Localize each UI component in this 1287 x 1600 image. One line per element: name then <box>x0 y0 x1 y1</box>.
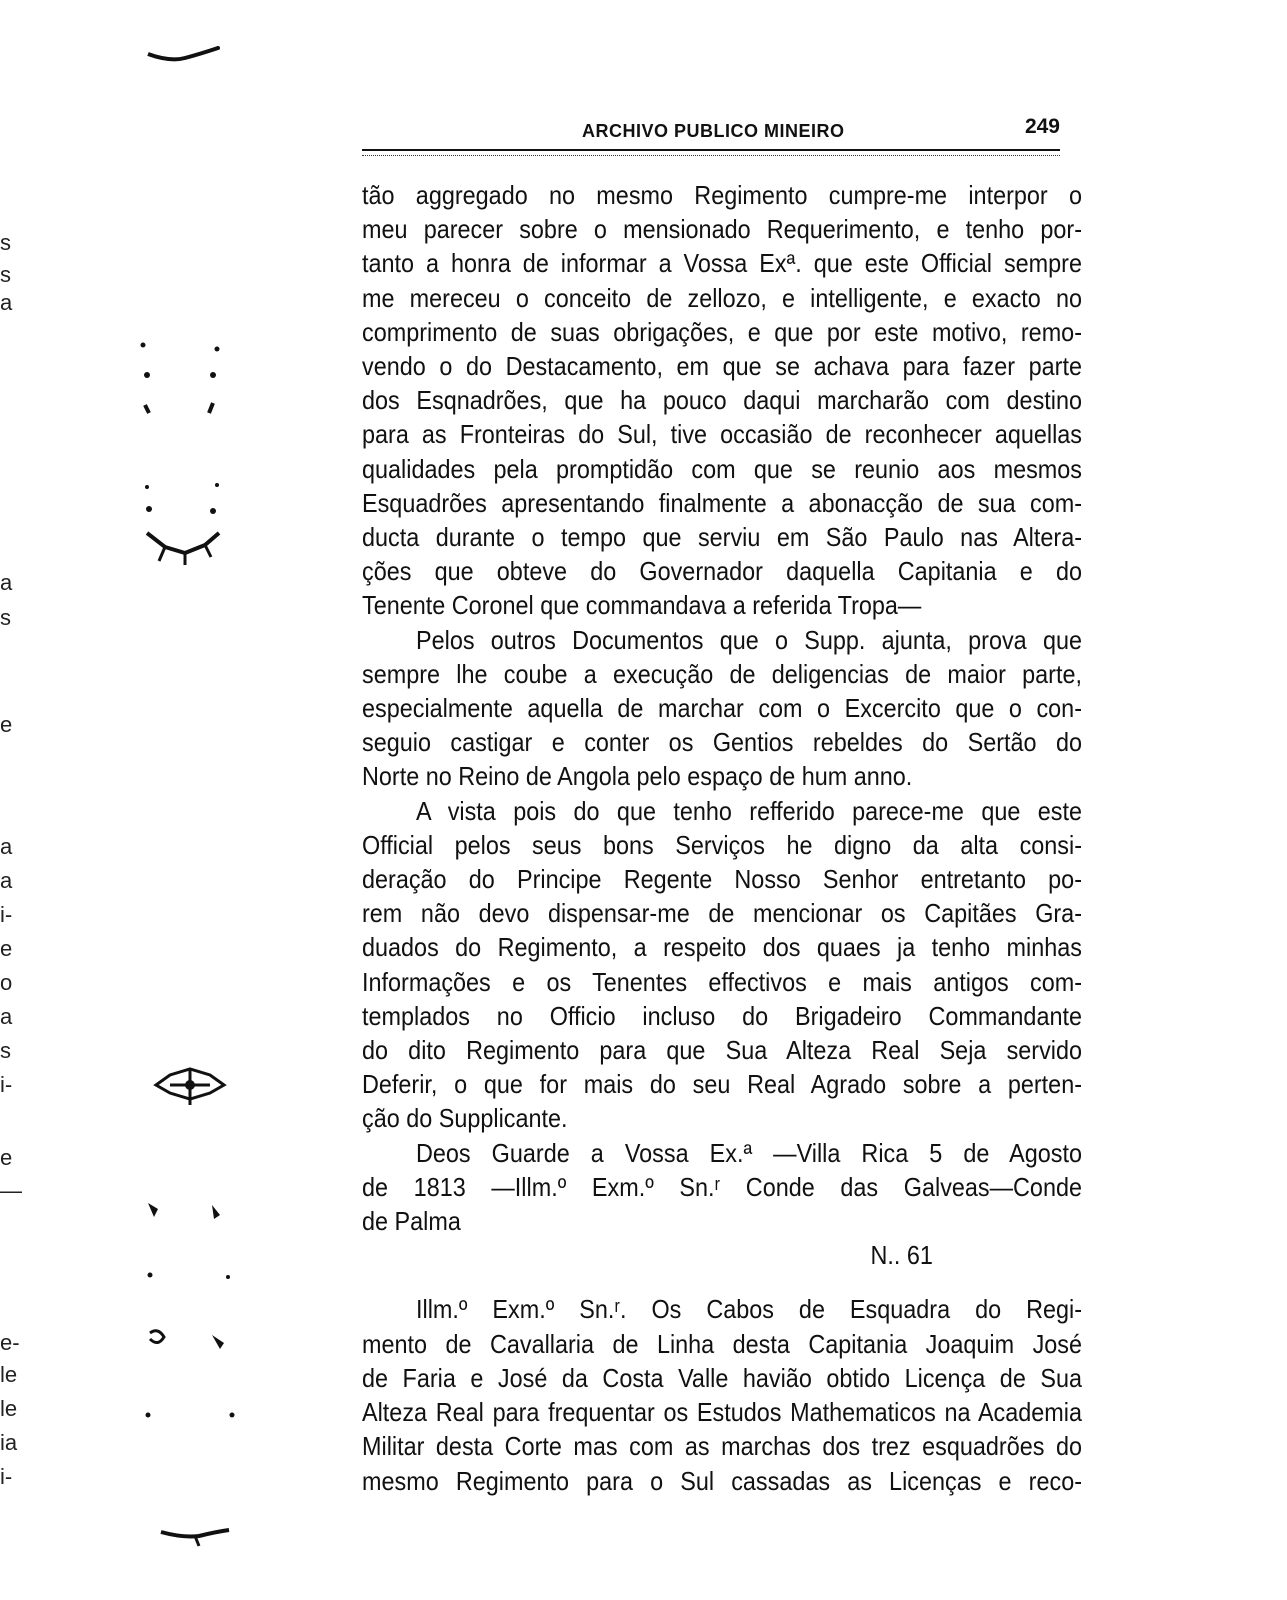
text-line: ções que obteve do Governador daquella Capitania e do <box>362 556 1082 587</box>
body-text <box>362 178 1082 1498</box>
text-line: Informações e os Tenentes effectivos e mais antigos com- <box>362 966 1082 997</box>
running-header <box>362 115 1062 157</box>
binding-ornament-icon <box>155 1520 235 1550</box>
paragraph <box>362 178 1082 623</box>
text-line: do dito Regimento para que Sua Alteza Real Seja servido <box>362 1035 1082 1066</box>
text-line: templados no Officio incluso do Brigadeiro Commandante <box>362 1000 1082 1031</box>
edge-fragment: o <box>0 970 13 995</box>
binding-dots-icon <box>135 335 235 425</box>
text-line: Esquadrões apresentando finalmente a abonacção de sua com- <box>362 487 1082 518</box>
binding-ornament-icon <box>135 475 235 585</box>
text-line: deração do Principe Regente Nosso Senhor entretanto po- <box>362 864 1082 895</box>
edge-fragment: i- <box>0 1464 13 1489</box>
text-line: Deos Guarde a Vossa Ex.ª —Villa Rica 5 de Agosto <box>416 1137 1082 1168</box>
paragraph <box>362 794 1082 1136</box>
paragraph <box>362 1136 1082 1239</box>
text-line: rem não devo dispensar-me de mencionar os Capitães Gra- <box>362 898 1082 929</box>
binding-ornament-icon <box>150 1055 230 1115</box>
text-line: Norte no Reino de Angola pelo espaço de hum anno. <box>362 761 913 792</box>
edge-fragment: a <box>0 868 13 893</box>
text-line: seguio castigar e conter os Gentios rebeldes do Sertão do <box>362 727 1082 758</box>
text-line: Official pelos seus bons Serviços he digno da alta consi- <box>362 829 1082 860</box>
text-line: de 1813 —Illm.º Exm.º Sn.ʳ Conde das Galveas—Conde <box>362 1171 1082 1202</box>
text-line: Deferir, o que for mais do seu Real Agrado sobre a perten- <box>362 1069 1082 1100</box>
edge-fragment: s <box>0 605 11 630</box>
edge-fragment: e <box>0 1145 13 1170</box>
text-line: meu parecer sobre o mensionado Requerimento, e tenho por- <box>362 214 1082 245</box>
document-number-heading: N.. 61 <box>870 1240 933 1271</box>
edge-fragment: a <box>0 834 13 859</box>
edge-fragment: i- <box>0 1072 13 1097</box>
edge-fragment: le <box>0 1362 18 1387</box>
text-line: dos Esqnadrões, que ha pouco daqui marcharão com destino <box>362 385 1082 416</box>
text-line: Tenente Coronel que commandava a referida Tropa— <box>362 590 922 621</box>
edge-fragment: a <box>0 570 13 595</box>
edge-fragment: e <box>0 712 13 737</box>
text-line: sempre lhe coube a execução de deligencias de maior parte, <box>362 658 1082 689</box>
paragraph <box>362 1292 1082 1497</box>
spacer <box>362 1272 1082 1292</box>
left-edge-fragments <box>0 0 20 1600</box>
text-line: tão aggregado no mesmo Regimento cumpre-me interpor o <box>362 180 1082 210</box>
text-line: de Palma <box>362 1206 461 1237</box>
edge-fragment: s <box>0 262 11 287</box>
text-line: Pelos outros Documentos que o Supp. ajunta, prova que <box>416 624 1082 655</box>
text-line: para as Fronteiras do Sul, tive occasião de reconhecer aquellas <box>362 419 1082 450</box>
text-line: de Faria e José da Costa Valle havião obtido Licença de Sua <box>362 1362 1082 1393</box>
edge-fragment: le <box>0 1396 18 1421</box>
edge-fragment: e <box>0 936 13 961</box>
running-header-title: ARCHIVO PUBLICO MINEIRO <box>582 121 845 141</box>
text-line: vendo o do Destacamento, em que se achava para fazer parte <box>362 351 1082 382</box>
page-number: 249 <box>1024 115 1060 138</box>
text-line: Militar desta Corte mas com as marchas dos trez esquadrões do <box>362 1431 1082 1462</box>
text-line: qualidades pela promptidão com que se reunio aos mesmos <box>362 453 1082 484</box>
header-rule <box>362 149 1060 156</box>
text-line: mesmo Regimento para o Sul cassadas as Licenças e reco- <box>362 1465 1082 1496</box>
text-line: comprimento de suas obrigações, e que por este motivo, remo- <box>362 316 1082 347</box>
text-line: tanto a honra de informar a Vossa Exª. que este Official sempre <box>362 248 1082 279</box>
edge-fragment: a <box>0 1004 13 1029</box>
text-line: A vista pois do que tenho refferido parece-me que este <box>416 795 1082 826</box>
text-line: Alteza Real para frequentar os Estudos Mathematicos na Academia <box>362 1397 1082 1428</box>
text-line: mento de Cavallaria de Linha desta Capitania Joaquim José <box>362 1328 1082 1359</box>
edge-fragment: i- <box>0 902 13 927</box>
binding-ornament-icon <box>140 40 230 70</box>
edge-fragment: — <box>0 1178 22 1203</box>
text-line: duados do Regimento, a respeito dos quaes ja tenho minhas <box>362 932 1082 963</box>
text-line: ducta durante o tempo que serviu em São Paulo nas Altera- <box>362 522 1082 553</box>
text-line: ção do Supplicante. <box>362 1103 568 1134</box>
edge-fragment: e- <box>0 1330 20 1355</box>
text-line: especialmente aquella de marchar com o Excercito que o con- <box>362 693 1082 724</box>
edge-fragment: ia <box>0 1430 18 1455</box>
text-line: me mereceu o conceito de zellozo, e intelligente, e exacto no <box>362 282 1082 313</box>
paragraph <box>362 623 1082 794</box>
edge-fragment: s <box>0 1038 11 1063</box>
edge-fragment: s <box>0 230 11 255</box>
edge-fragment: a <box>0 290 13 315</box>
binding-dots-icon <box>140 1195 240 1435</box>
text-line: Illm.º Exm.º Sn.ʳ. Os Cabos de Esquadra do Regi- <box>416 1294 1082 1325</box>
